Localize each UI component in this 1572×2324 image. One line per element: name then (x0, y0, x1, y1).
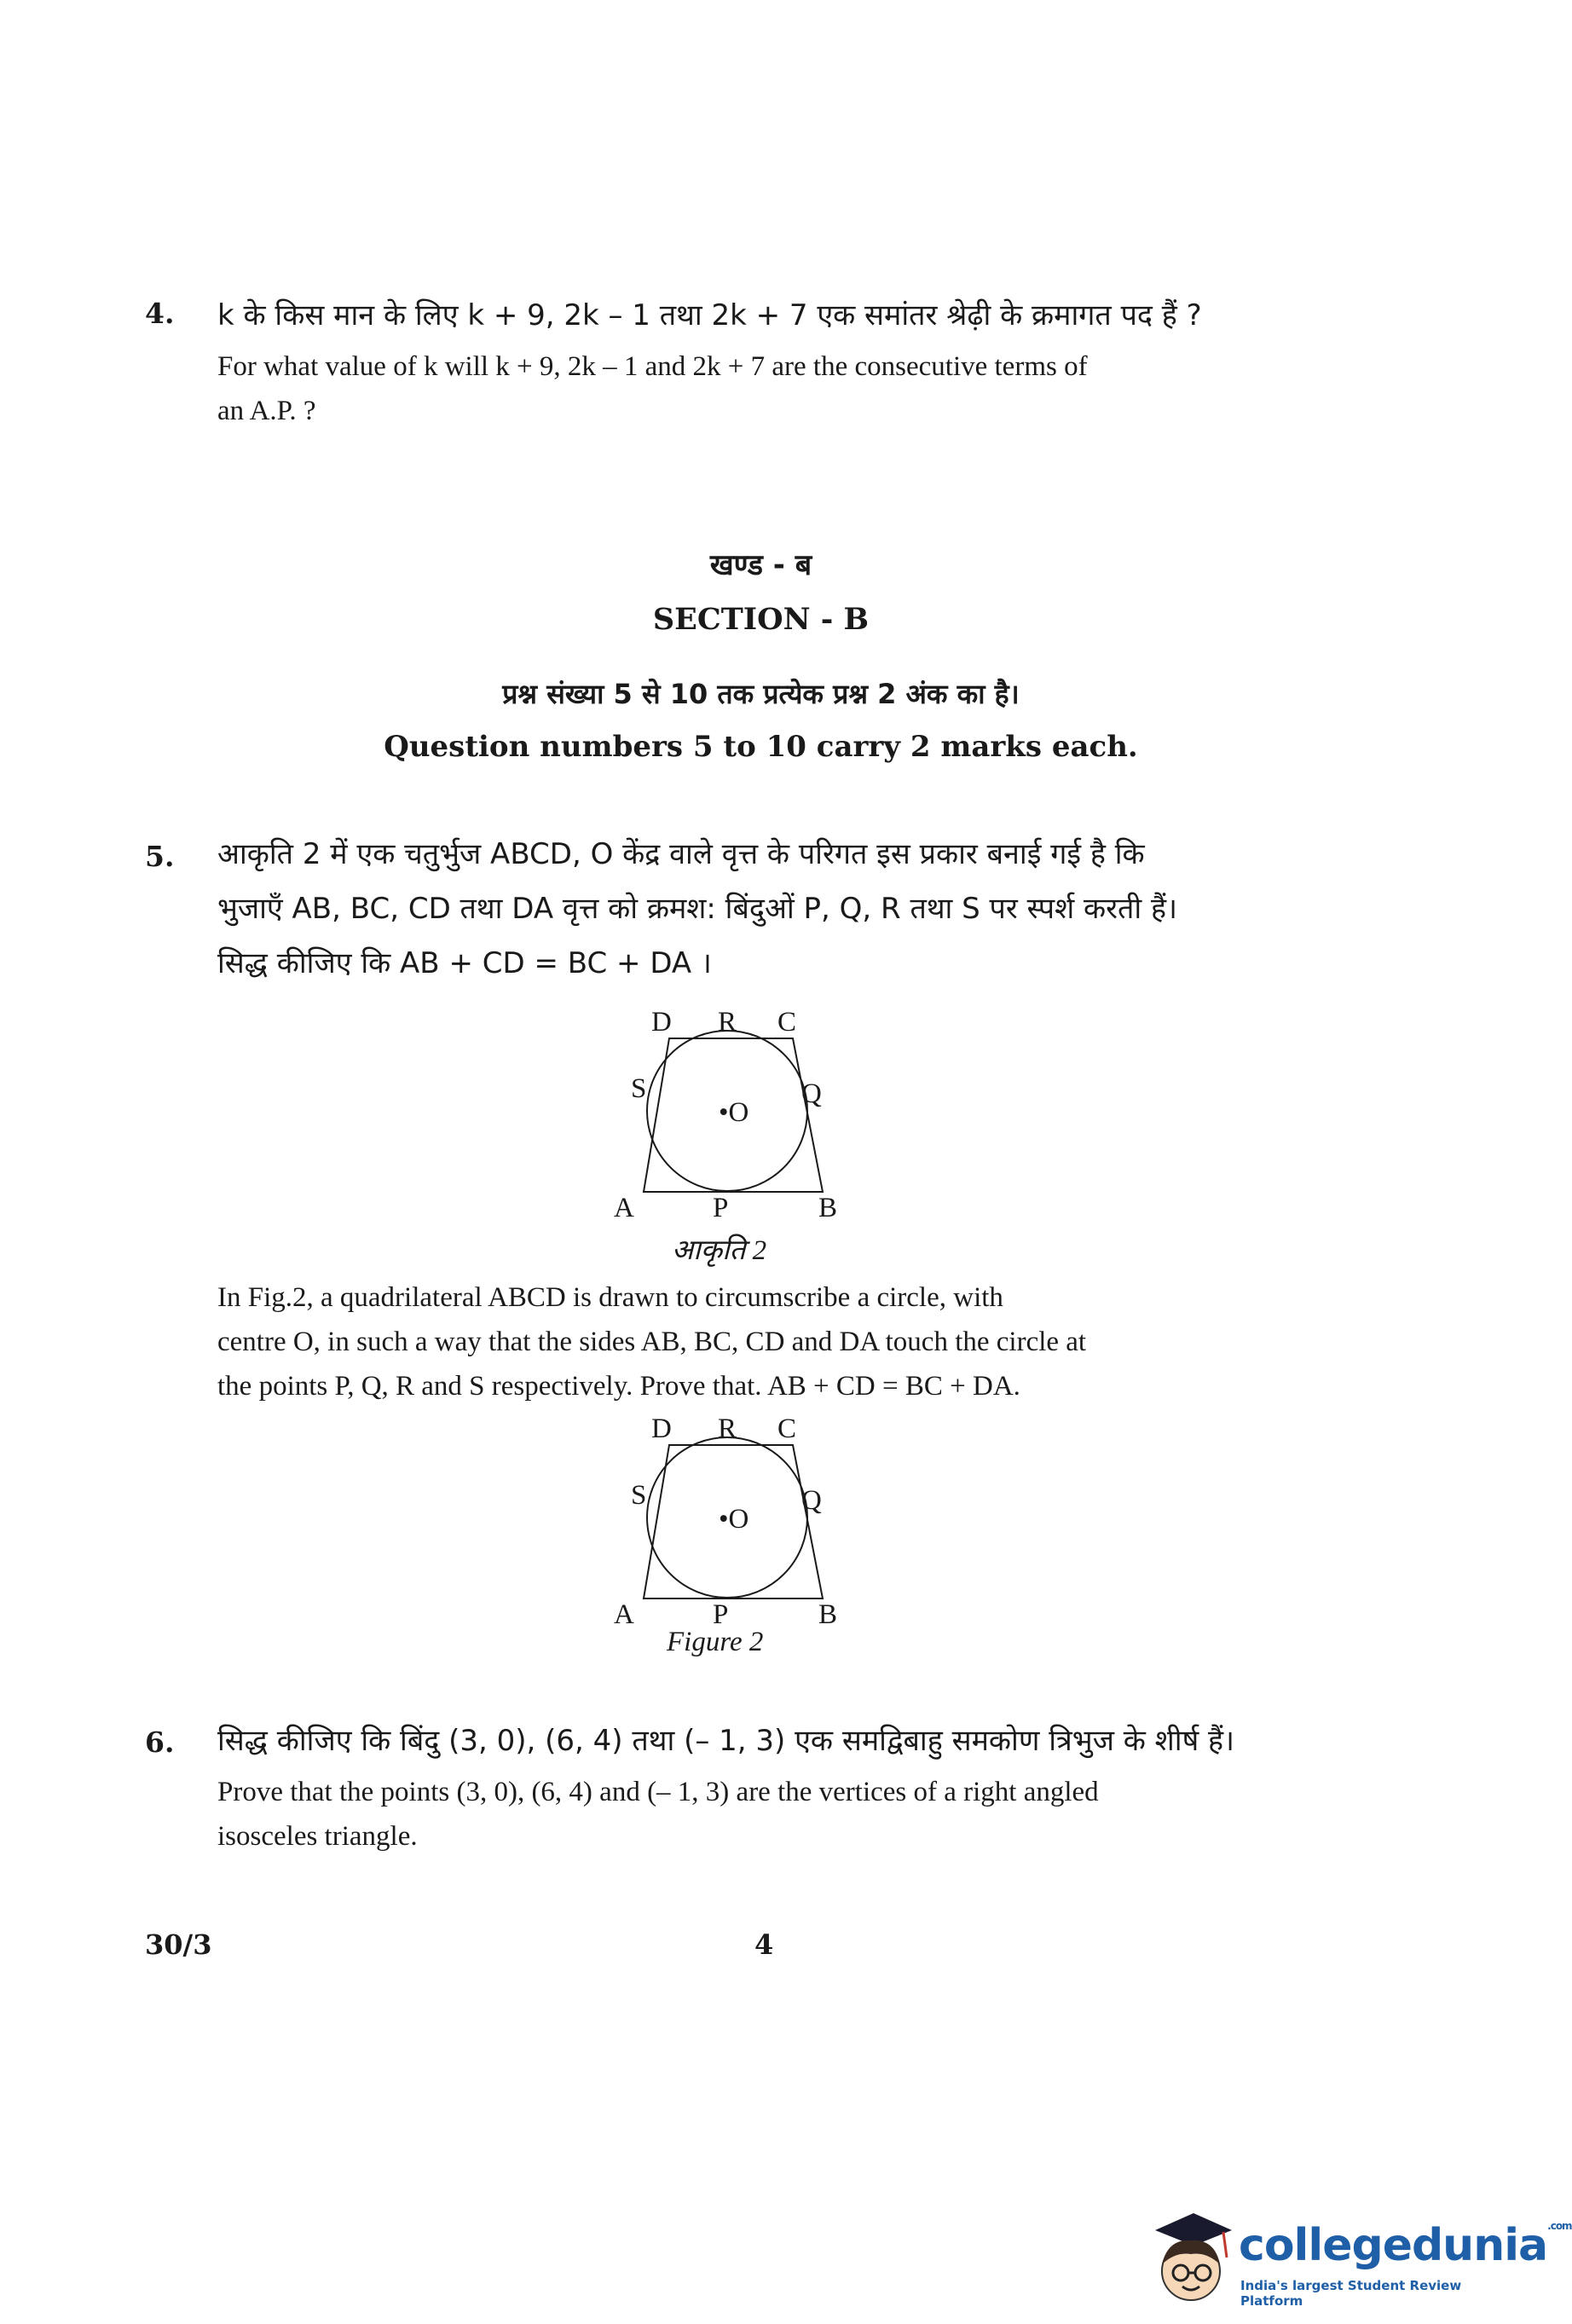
paper-code: 30/3 (145, 1928, 212, 1961)
label-p: P (713, 1599, 729, 1630)
logo-wordmark: collegedunia (1239, 2220, 1548, 2271)
question-4-english-line2: an A.P. ? (217, 396, 316, 426)
label-b: B (818, 1599, 838, 1630)
label-a: A (614, 1599, 634, 1630)
figure-quadrilateral-english (597, 1408, 870, 1639)
section-title-hindi: खण्ड - ब (709, 548, 812, 582)
question-4-english-line1: For what value of k will k + 9, 2k – 1 and 2k + 7 are the consecutive terms of (217, 351, 1088, 382)
section-note-hindi: प्रश्न संख्या 5 से 10 तक प्रत्येक प्रश्न 2 अंक का है। (502, 678, 1020, 710)
label-c: C (777, 1413, 797, 1444)
page-number: 4 (754, 1928, 774, 1961)
label-b: B (818, 1193, 838, 1223)
figure-caption-english: Figure 2 (667, 1627, 764, 1657)
label-d: D (651, 1007, 672, 1038)
label-o: •O (719, 1504, 749, 1535)
label-q: Q (801, 1078, 822, 1109)
label-s: S (631, 1073, 647, 1104)
label-p: P (713, 1193, 729, 1223)
question-5-hindi-line2: भुजाएँ AB, BC, CD तथा DA वृत्त को क्रमश: बिंदुओं P, Q, R तथा S पर स्पर्श करती हैं। (217, 892, 1177, 926)
logo-suffix: .com (1547, 2220, 1572, 2232)
label-r: R (718, 1007, 737, 1038)
question-5-english-line1: In Fig.2, a quadrilateral ABCD is drawn to circumscribe a circle, with (217, 1282, 1003, 1313)
question-6-english-line1: Prove that the points (3, 0), (6, 4) and (– 1, 3) are the vertices of a right angled (217, 1777, 1099, 1807)
collegedunia-logo (1138, 2205, 1572, 2309)
figure-quadrilateral-hindi (597, 1002, 870, 1232)
mascot-icon (1138, 2205, 1240, 2307)
question-5-english-line3: the points P, Q, R and S respectively. Prove that. AB + CD = BC + DA. (217, 1371, 1020, 1402)
section-title-english: SECTION - B (652, 602, 870, 637)
section-note-english: Question numbers 5 to 10 carry 2 marks each. (384, 730, 1138, 764)
label-r: R (718, 1413, 737, 1444)
label-o: •O (719, 1097, 749, 1128)
logo-tagline: India's largest Student Review Platform (1240, 2278, 1462, 2309)
question-5-hindi-line3: सिद्ध कीजिए कि AB + CD = BC + DA । (217, 946, 712, 980)
label-q: Q (801, 1485, 822, 1516)
question-4-hindi: k के किस मान के लिए k + 9, 2k – 1 तथा 2k + 7 एक समांतर श्रेढ़ी के क्रमागत पद हैं ? (217, 298, 1202, 332)
question-4-number: 4. (145, 297, 175, 330)
question-5-hindi-line1: आकृति 2 में एक चतुर्भुज ABCD, O केंद्र वाले वृत्त के परिगत इस प्रकार बनाई गई है कि (217, 837, 1145, 871)
label-a: A (614, 1193, 634, 1223)
question-5-english-line2: centre O, in such a way that the sides AB, BC, CD and DA touch the circle at (217, 1327, 1087, 1357)
label-d: D (651, 1413, 672, 1444)
question-6-number: 6. (145, 1726, 175, 1759)
question-6-hindi: सिद्ध कीजिए कि बिंदु (3, 0), (6, 4) तथा (– 1, 3) एक समद्विबाहु समकोण त्रिभुज के शीर्ष हैं। (217, 1724, 1234, 1758)
question-6-english-line2: isosceles triangle. (217, 1821, 418, 1852)
question-5-number: 5. (145, 840, 175, 873)
figure-caption-hindi: आकृति 2 (672, 1235, 767, 1266)
label-s: S (631, 1480, 647, 1511)
label-c: C (777, 1007, 797, 1038)
